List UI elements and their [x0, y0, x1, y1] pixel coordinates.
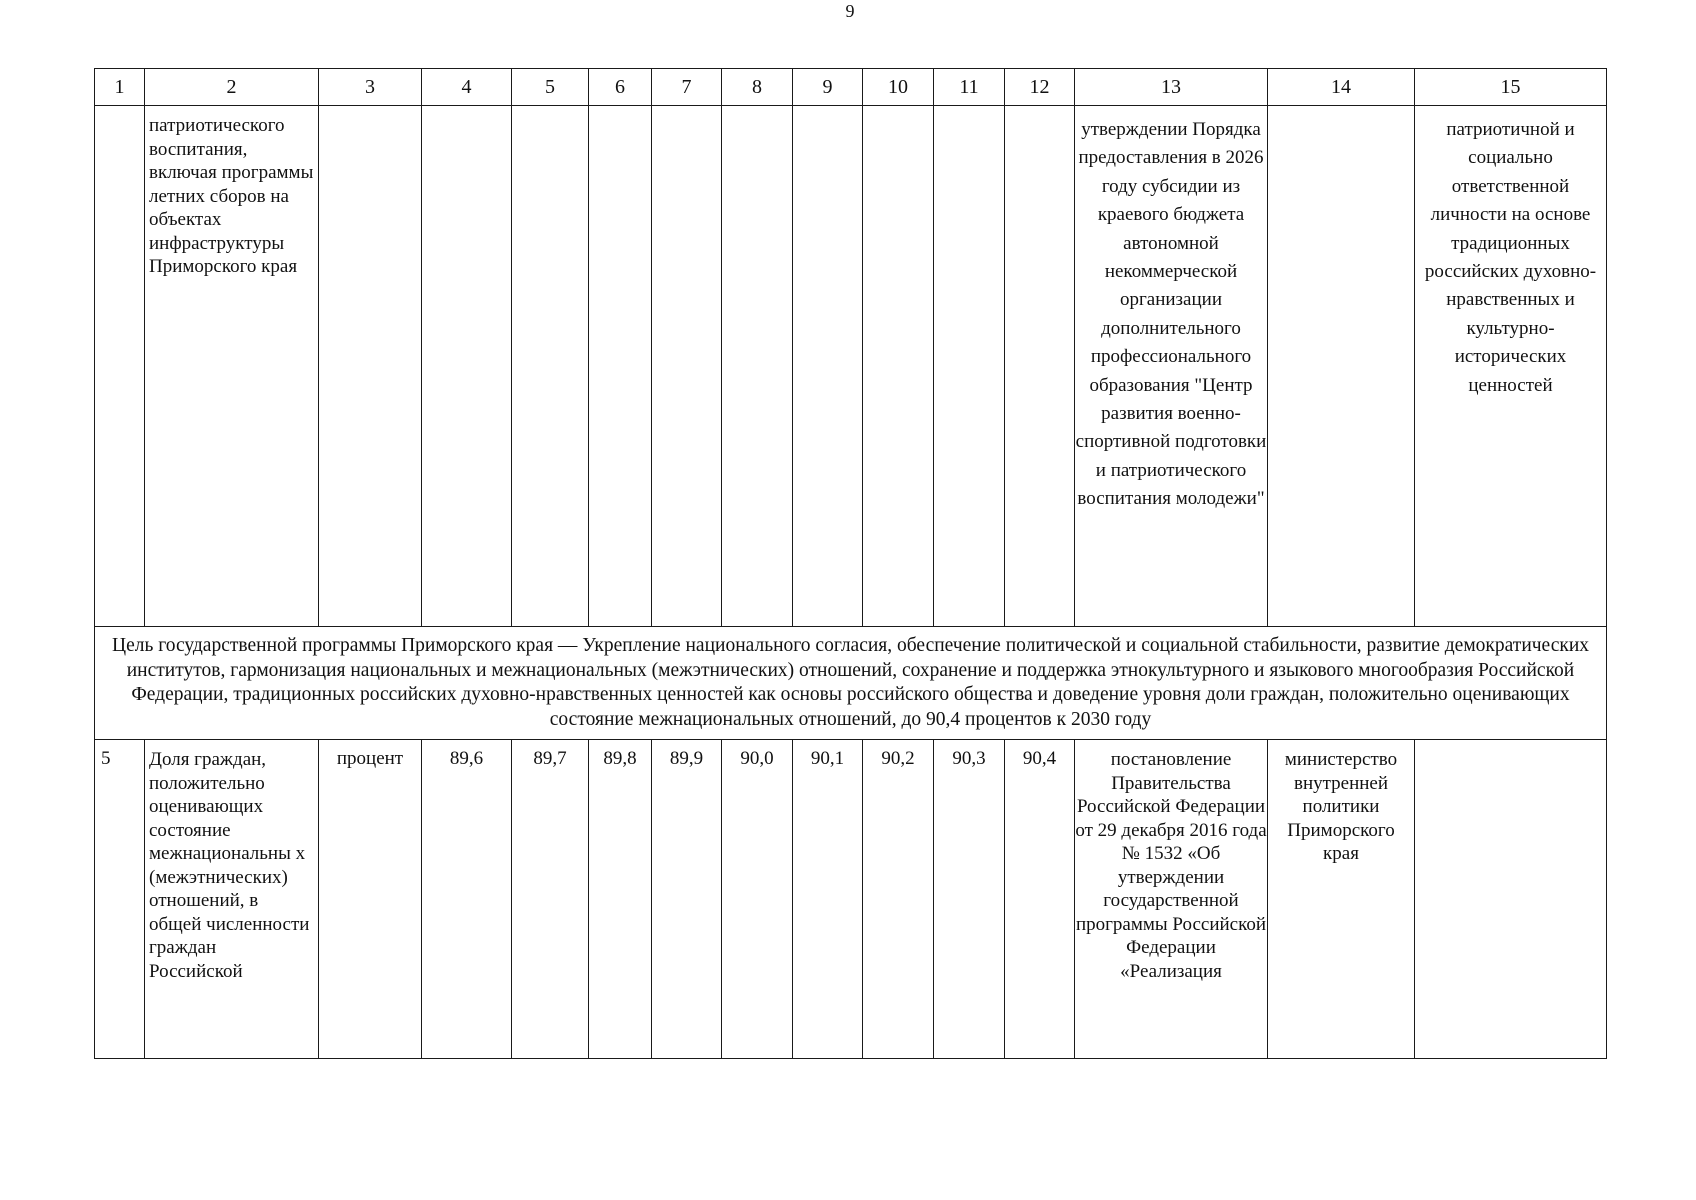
table-cell [934, 740, 1005, 1059]
table-cell [1005, 106, 1075, 627]
indicators-table [94, 68, 1607, 1059]
table-cell [863, 740, 934, 1059]
table-cell [319, 740, 422, 1059]
table-cell [1415, 106, 1607, 627]
indicator-value: 90,0 [740, 748, 774, 769]
goal-link: патриотичной и социально ответственной личности на основе традиционных российских духовно-нравственных и культурно-исторических ценностей [1424, 119, 1597, 396]
program-goal: Цель государственной программы Приморского края — Укрепление национального согласия, обеспечение политической и социальной стабильности, развитие демократических институтов, гармонизация национальных и межнациональных (межэтнических) отношений, сохранение и поддержка этнокультурного и языкового многообразия Российской Федерации, традиционных российских духовно-нравственных ценностей как основы российского общества и доведение уровня доли граждан, положительно оценивающих состояние межнациональных отношений, до 90,4 процентов к 2030 году [95, 627, 1607, 740]
header-cell: 11 [934, 69, 1005, 106]
table-cell [652, 106, 722, 627]
table-cell [1075, 740, 1268, 1059]
table-cell [1268, 740, 1415, 1059]
indicator-value: 89,8 [603, 748, 637, 769]
table-cell [1075, 106, 1268, 627]
table-cell [863, 106, 934, 627]
table-cell [793, 740, 863, 1059]
table-cell [1268, 106, 1415, 627]
indicator-value: 90,3 [952, 748, 986, 769]
indicator-value: 90,2 [881, 748, 915, 769]
header-cell: 6 [589, 69, 652, 106]
row-index: 5 [101, 748, 111, 769]
table-cell [145, 106, 319, 627]
table-row [95, 740, 1607, 1059]
header-cell: 15 [1415, 69, 1607, 106]
table-cell [422, 106, 512, 627]
table-cell [589, 106, 652, 627]
goal-link [1415, 740, 1606, 748]
table-cell [652, 740, 722, 1059]
table-cell [934, 106, 1005, 627]
header-cell: 9 [793, 69, 863, 106]
header-cell: 2 [145, 69, 319, 106]
table-cell [722, 106, 793, 627]
basis-document: постановление Правительства Российской Федерации от 29 декабря 2016 года № 1532 «Об утверждении государственной программы Российской Федерации «Реализация [1075, 749, 1267, 982]
table-cell [145, 740, 319, 1059]
table-cell [422, 740, 512, 1059]
header-cell: 12 [1005, 69, 1075, 106]
table-cell [722, 740, 793, 1059]
goal-row [95, 627, 1607, 740]
header-cell: 14 [1268, 69, 1415, 106]
table-cell [95, 740, 145, 1059]
header-cell: 3 [319, 69, 422, 106]
header-cell: 1 [95, 69, 145, 106]
column-number-row [95, 69, 1607, 106]
page-number: 9 [845, 1, 855, 21]
indicator-value: 89,7 [533, 748, 567, 769]
header-cell: 4 [422, 69, 512, 106]
indicator-name: патриотического воспитания, включая программы летних сборов на объектах инфраструктуры Приморского края [149, 115, 314, 277]
indicator-value: 89,9 [669, 748, 704, 769]
header-cell: 5 [512, 69, 589, 106]
header-cell: 8 [722, 69, 793, 106]
table-cell [1005, 740, 1075, 1059]
header-cell: 13 [1075, 69, 1268, 106]
indicator-name: Доля граждан, положительно оценивающих состояние межнациональны х (межэтнических) отношений, в общей численности граждан Российской [149, 749, 310, 982]
table-cell [512, 106, 589, 627]
indicator-value: 90,4 [1022, 748, 1057, 769]
header-cell: 7 [652, 69, 722, 106]
indicator-value: 89,6 [449, 748, 484, 769]
table-cell [319, 106, 422, 627]
table-cell [589, 740, 652, 1059]
table-cell [512, 740, 589, 1059]
unit-of-measure: процент [336, 748, 404, 769]
table-cell [95, 106, 145, 627]
table-cell [793, 106, 863, 627]
header-cell: 10 [863, 69, 934, 106]
table-row [95, 106, 1607, 627]
table-cell [1415, 740, 1607, 1059]
responsible-authority: министерство внутренней политики Приморского края [1284, 749, 1398, 864]
basis-document: утверждении Порядка предоставления в 2026 году субсидии из краевого бюджета автономной некоммерческой организации дополнительного профессионального образования "Центр развития военно-спортивной подготовки и патриотического воспитания молодежи" [1075, 119, 1267, 510]
indicator-value: 90,1 [810, 748, 845, 769]
